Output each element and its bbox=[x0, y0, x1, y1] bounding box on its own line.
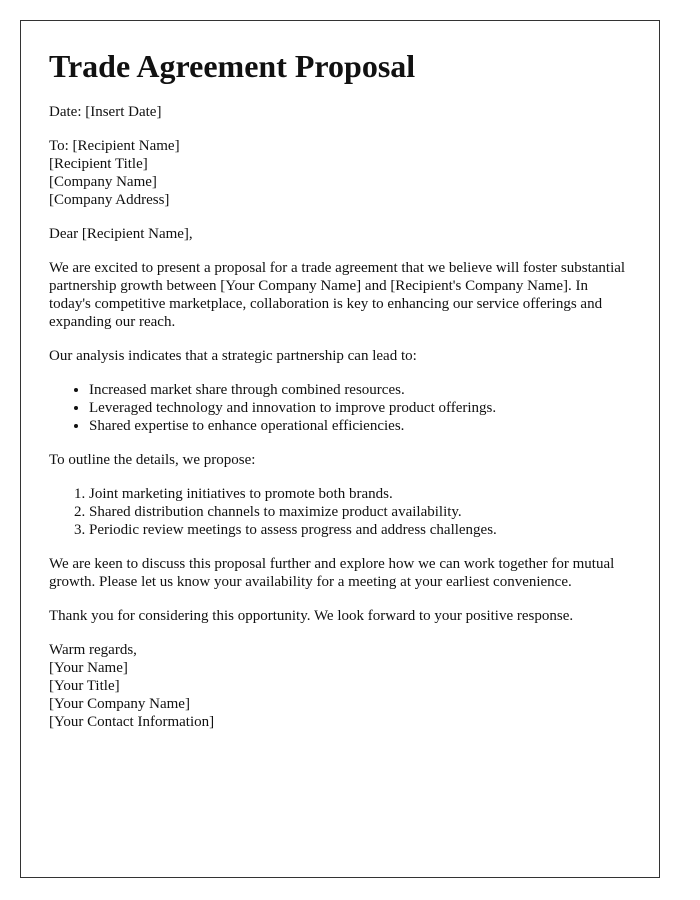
letter-page bbox=[20, 20, 660, 878]
proposals-list bbox=[49, 485, 631, 539]
recipient-address: [Company Address] bbox=[49, 192, 170, 209]
signoff: Warm regards, bbox=[49, 642, 137, 659]
sender-title: [Your Title] bbox=[49, 678, 120, 695]
discussion-paragraph: We are keen to discuss this proposal further and explore how we can work together for mutual growth. Please let us know your availability for a meeting at your earliest convenience. bbox=[49, 556, 615, 591]
list-item: 1. Joint marketing initiatives to promote both brands. bbox=[89, 485, 631, 503]
recipient-company: [Company Name] bbox=[49, 174, 157, 191]
sender-company: [Your Company Name] bbox=[49, 696, 190, 713]
date-line: Date: [Insert Date] bbox=[49, 104, 162, 121]
salutation: Dear [Recipient Name], bbox=[49, 226, 193, 243]
document-title: Trade Agreement Proposal bbox=[49, 48, 416, 84]
list-item: 3. Periodic review meetings to assess progress and address challenges. bbox=[89, 521, 631, 539]
list-item: • Leveraged technology and innovation to improve product offerings. bbox=[89, 399, 631, 417]
intro-paragraph: We are excited to present a proposal for a trade agreement that we believe will foster substantial partnership growth between [Your Company Name] and [Recipient's Company Name]. In today's competitive marketplace, collaboration is key to enhancing our service offerings and expanding our reach. bbox=[49, 260, 626, 331]
sender-contact: [Your Contact Information] bbox=[49, 714, 215, 731]
proposal-intro: To outline the details, we propose: bbox=[49, 452, 256, 469]
closing-block bbox=[49, 641, 631, 731]
analysis-intro: Our analysis indicates that a strategic partnership can lead to: bbox=[49, 348, 417, 365]
sender-name: [Your Name] bbox=[49, 660, 128, 677]
list-item: • Shared expertise to enhance operational efficiencies. bbox=[89, 417, 631, 435]
recipient-title: [Recipient Title] bbox=[49, 156, 148, 173]
benefits-list bbox=[49, 381, 631, 435]
list-item: • Increased market share through combined resources. bbox=[89, 381, 631, 399]
list-item: 2. Shared distribution channels to maximize product availability. bbox=[89, 503, 631, 521]
recipient-block bbox=[49, 137, 631, 209]
thanks-paragraph: Thank you for considering this opportunity. We look forward to your positive response. bbox=[49, 608, 574, 625]
recipient-name: To: [Recipient Name] bbox=[49, 138, 180, 155]
